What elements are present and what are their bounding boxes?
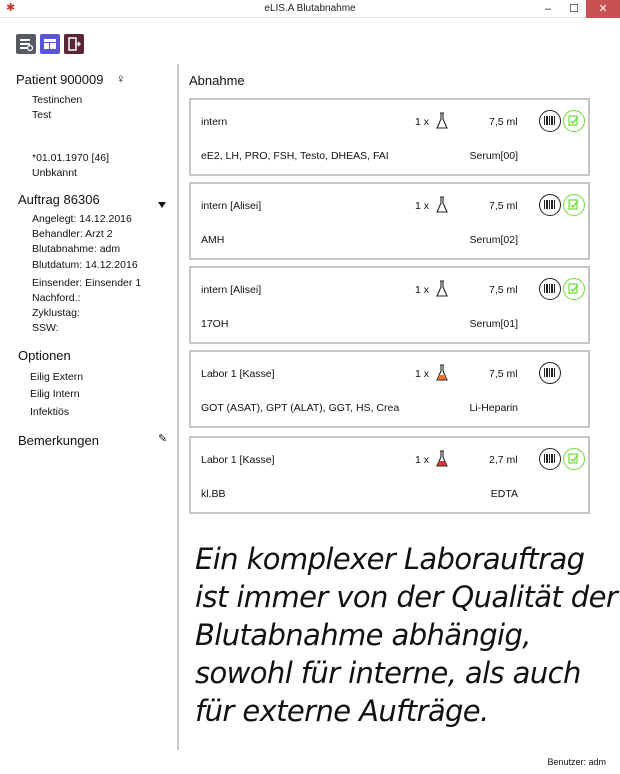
lab-name: Labor 1 [Kasse] bbox=[201, 454, 275, 466]
confirm-button[interactable] bbox=[563, 278, 585, 300]
section-title: Abnahme bbox=[189, 73, 245, 88]
option-eilig-extern[interactable]: Eilig Extern bbox=[30, 371, 84, 383]
caption-line: Ein komplexer Laborauftrag bbox=[195, 542, 585, 576]
lab-name: intern [Alisei] bbox=[201, 284, 262, 296]
check-edit-icon bbox=[567, 198, 580, 211]
date-dropdown-icon[interactable] bbox=[158, 202, 166, 208]
sample-card[interactable] bbox=[189, 266, 590, 344]
order-heading: Auftrag 86306 bbox=[18, 192, 100, 207]
test-list: AMH bbox=[201, 234, 225, 246]
flask-red-icon bbox=[435, 450, 449, 468]
caption-text bbox=[195, 540, 618, 730]
caption-line: Blutabnahme abhängig, bbox=[195, 618, 531, 652]
order-blood-date[interactable]: Blutdatum: 14.12.2016 bbox=[32, 259, 138, 271]
tube-volume: 2,7 ml bbox=[489, 454, 518, 466]
patient-birthdate: *01.01.1970 [46] bbox=[32, 152, 110, 164]
sample-card[interactable] bbox=[189, 182, 590, 260]
list-filter-button[interactable] bbox=[16, 34, 36, 54]
exit-door-icon bbox=[64, 34, 84, 54]
confirm-button[interactable] bbox=[563, 194, 585, 216]
tube-volume: 7,5 ml bbox=[489, 200, 518, 212]
barcode-icon bbox=[543, 282, 556, 295]
tube-quantity: 1 x bbox=[415, 454, 430, 466]
barcode-icon bbox=[543, 452, 556, 465]
confirm-button[interactable] bbox=[563, 110, 585, 132]
sample-card[interactable] bbox=[189, 436, 590, 514]
female-gender-icon: ♀ bbox=[116, 71, 126, 86]
tube-volume: 7,5 ml bbox=[489, 368, 518, 380]
check-edit-icon bbox=[567, 114, 580, 127]
current-user: Benutzer: adm bbox=[547, 757, 606, 767]
barcode-button[interactable] bbox=[539, 194, 561, 216]
sample-material: Li-Heparin bbox=[469, 402, 518, 414]
tube-volume: 7,5 ml bbox=[489, 116, 518, 128]
sample-material: Serum[02] bbox=[469, 234, 518, 246]
check-edit-icon bbox=[567, 452, 580, 465]
order-sender: Einsender: Einsender 1 bbox=[32, 277, 142, 289]
panel-divider bbox=[177, 64, 179, 750]
tube-quantity: 1 x bbox=[415, 116, 430, 128]
sample-card[interactable] bbox=[189, 98, 590, 176]
view-grid-button[interactable] bbox=[40, 34, 60, 54]
order-followup: Nachford.: bbox=[32, 292, 81, 304]
barcode-button[interactable] bbox=[539, 448, 561, 470]
title-bar bbox=[0, 0, 620, 18]
view-grid-icon bbox=[40, 34, 60, 54]
test-list: GOT (ASAT), GPT (ALAT), GGT, HS, Crea bbox=[201, 402, 400, 414]
order-pregnancy-week: SSW: bbox=[32, 322, 59, 334]
barcode-button[interactable] bbox=[539, 362, 561, 384]
flask-outline-icon bbox=[435, 196, 449, 214]
order-blood-collector: Blutabnahme: adm bbox=[32, 243, 121, 255]
caption-line: sowohl für interne, als auch bbox=[195, 656, 581, 690]
confirm-button[interactable] bbox=[563, 448, 585, 470]
barcode-icon bbox=[543, 366, 556, 379]
flask-orange-icon bbox=[435, 364, 449, 382]
order-physician: Behandler: Arzt 2 bbox=[32, 228, 113, 240]
patient-heading: Patient 900009 bbox=[16, 72, 104, 87]
patient-first-name: Test bbox=[32, 109, 52, 121]
window-title: eLIS.A Blutabnahme bbox=[264, 3, 356, 14]
minimize-button[interactable]: – bbox=[544, 3, 552, 15]
patient-last-name: Testinchen bbox=[32, 94, 83, 106]
tube-volume: 7,5 ml bbox=[489, 284, 518, 296]
lab-name: Labor 1 [Kasse] bbox=[201, 368, 275, 380]
caption-line: ist immer von der Qualität der bbox=[195, 580, 618, 614]
sample-card[interactable] bbox=[189, 350, 590, 428]
close-button[interactable]: ✕ bbox=[586, 0, 620, 18]
app-icon: ✱ bbox=[6, 2, 16, 14]
flask-outline-icon bbox=[435, 112, 449, 130]
order-cycle-day: Zyklustag: bbox=[32, 307, 80, 319]
barcode-button[interactable] bbox=[539, 110, 561, 132]
barcode-icon bbox=[543, 198, 556, 211]
tube-quantity: 1 x bbox=[415, 284, 430, 296]
barcode-button[interactable] bbox=[539, 278, 561, 300]
sample-material: Serum[01] bbox=[469, 318, 518, 330]
test-list: eE2, LH, PRO, FSH, Testo, DHEAS, FAI bbox=[201, 150, 389, 162]
lab-name: intern bbox=[201, 116, 228, 128]
maximize-button[interactable]: ☐ bbox=[569, 3, 579, 15]
test-list: kl.BB bbox=[201, 488, 226, 500]
tube-quantity: 1 x bbox=[415, 200, 430, 212]
tube-quantity: 1 x bbox=[415, 368, 430, 380]
option-infektioes[interactable]: Infektiös bbox=[30, 406, 70, 418]
options-heading: Optionen bbox=[18, 348, 71, 363]
lab-name: intern [Alisei] bbox=[201, 200, 262, 212]
order-created: Angelegt: 14.12.2016 bbox=[32, 213, 132, 225]
barcode-icon bbox=[543, 114, 556, 127]
edit-pencil-icon[interactable]: ✎ bbox=[158, 433, 168, 445]
sample-material: Serum[00] bbox=[469, 150, 518, 162]
test-list: 17OH bbox=[201, 318, 229, 330]
caption-line: für externe Aufträge. bbox=[195, 694, 489, 728]
status-bar bbox=[0, 752, 620, 774]
remarks-heading: Bemerkungen bbox=[18, 433, 99, 448]
exit-button[interactable] bbox=[64, 34, 84, 54]
option-eilig-intern[interactable]: Eilig Intern bbox=[30, 388, 80, 400]
list-filter-icon bbox=[16, 34, 36, 54]
check-edit-icon bbox=[567, 282, 580, 295]
patient-status: Unbkannt bbox=[32, 167, 77, 179]
sample-material: EDTA bbox=[490, 488, 518, 500]
flask-outline-icon bbox=[435, 280, 449, 298]
